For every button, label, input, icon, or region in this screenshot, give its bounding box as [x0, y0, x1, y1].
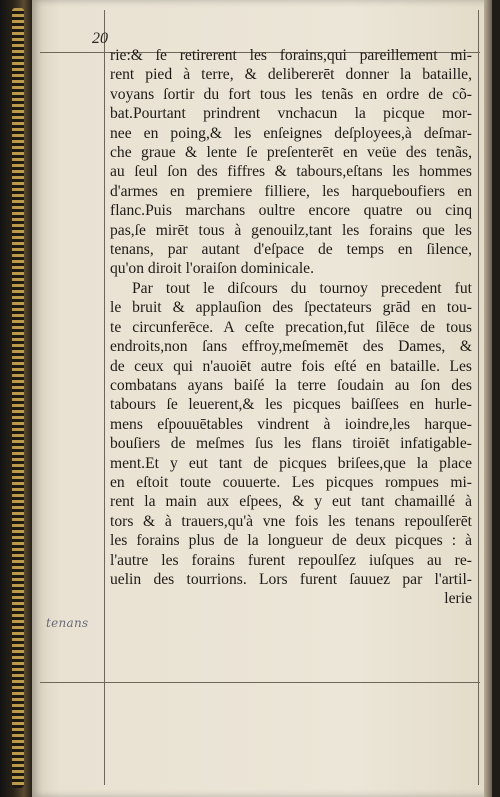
text-line: voyans ſortir du fort tous les tenãs en ordre de cõ-: [110, 85, 472, 103]
text-line: te circunferēce. A ceſte precation,fut ſilēce de tous: [110, 318, 472, 336]
margin-annotation: tenans: [46, 616, 89, 630]
text-line: rent pied à terre, & delibererēt donner la bataille,: [110, 66, 472, 84]
text-line: pas,ſe mirēt tous à genouilz,tant les forains que les: [110, 221, 472, 239]
page-edge: [484, 0, 492, 797]
text-line: rie:& ſe retirerent les forains,qui pareillement mi-: [110, 47, 472, 64]
text-line: endroits,non ſans effroy,meſmemēt des Dames, &: [110, 338, 472, 356]
text-line: rent la main aux eſpees, & y eut tant chamaillé à: [110, 493, 472, 511]
text-line: bouſiers de meſmes ſus les flans tiroiēt infatigable-: [110, 435, 472, 453]
text-line: qu'on diroit l'oraiſon dominicale.: [110, 260, 314, 278]
book-binding: [0, 0, 34, 797]
text-line: les forains plus de la longueur de deux picques : à: [110, 532, 472, 550]
text-line: bat.Pourtant prindrent vnchacun la picque mor-: [110, 105, 472, 123]
text-line: de ceux qui n'auoiēt autre fois eſté en bataille. Les: [110, 357, 472, 375]
bottom-rule: [40, 682, 480, 683]
page-number: 20: [92, 30, 108, 47]
text-line: mens eſpouuētables vindrent à ioindre,les harque-: [110, 415, 472, 433]
right-margin-rule: [478, 10, 479, 785]
text-line: uelin des tourrions. Lors furent ſauuez par l'artil-: [110, 570, 472, 588]
text-line: l'autre les forains furent repoulſez iuſques au re-: [110, 551, 472, 569]
text-line: ment.Et y eut tant de picques briſees,que la place: [110, 454, 472, 472]
text-line: tabours ſe leuerent,& les picques baiſſees en hurle-: [110, 396, 472, 414]
text-line: che graue & lente ſe preſenterēt en veüe des tenãs,: [110, 144, 472, 162]
left-margin-rule: [104, 10, 105, 785]
paragraph-start-line: Par tout le diſcours du tournoy precedent fut: [132, 279, 472, 297]
text-line: en eſtoit toute couuerte. Les picques rompues mi-: [110, 473, 472, 491]
text-line: combatans ayans baiſé la terre ſoudain au ſon des: [110, 376, 472, 394]
catchword-line: lerie: [444, 590, 472, 608]
text-block: [110, 46, 472, 609]
text-line: le bruit & applauſion des ſpectateurs grād en tou-: [110, 299, 472, 317]
text-line: flanc.Puis marchans oultre encore quatre ou cinq: [110, 202, 472, 220]
text-line: tenans, par autant d'eſpace de temps en ſilence,: [110, 241, 472, 259]
text-line: nee en poing,& les enſeignes deſployees,à deſmar-: [110, 124, 472, 142]
text-line: au ſeul ſon des fiffres & tabours,eſtans les hommes: [110, 163, 472, 181]
gilt-spine-decoration: [12, 8, 24, 788]
text-line: d'armes en premiere filliere, les harqueboufiers en: [110, 182, 472, 200]
text-line: tors & à trauers,qu'à vne fois les tenans repoulſerēt: [110, 512, 472, 530]
